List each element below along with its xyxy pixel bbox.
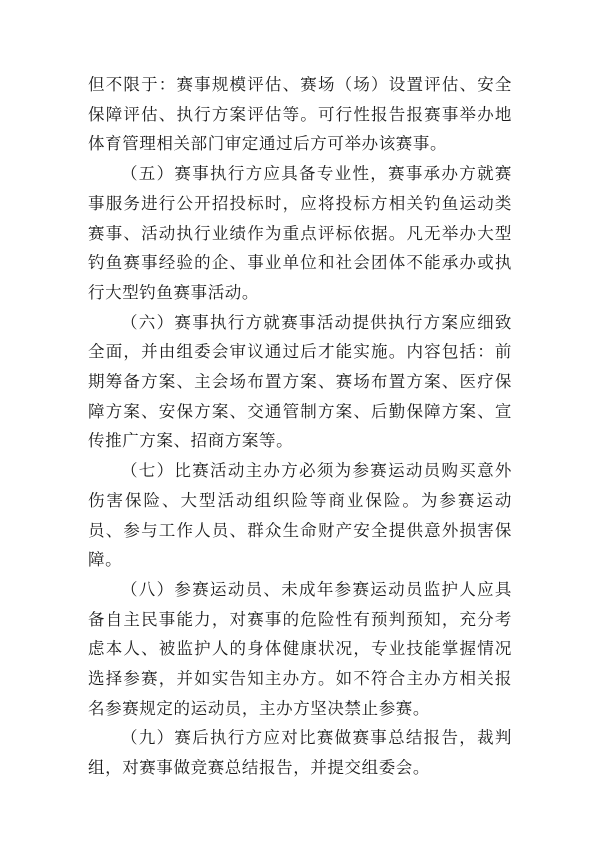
document-body: [88, 70, 512, 783]
paragraph-6: （六）赛事执行方就赛事活动提供执行方案应细致全面，并由组委会审议通过后才能实施。内容包括：前期筹备方案、主会场布置方案、赛场布置方案、医疗保障方案、安保方案、交通管制方案、后勤保障方案、宣传推广方案、招商方案等。: [88, 312, 512, 451]
paragraph-5: （五）赛事执行方应具备专业性，赛事承办方就赛事服务进行公开招投标时，应将投标方相关钓鱼运动类赛事、活动执行业绩作为重点评标依据。凡无举办大型钓鱼赛事经验的企、事业单位和社会团体不能承办或执行大型钓鱼赛事活动。: [88, 164, 512, 302]
paragraph-8: （八）参赛运动员、未成年参赛运动员监护人应具备自主民事能力，对赛事的危险性有预判预知，充分考虑本人、被监护人的身体健康状况，专业技能掌握情况选择参赛，并如实告知主办方。如不符合主办方相关报名参赛规定的运动员，主办方坚决禁止参赛。: [88, 579, 512, 718]
paragraph-9: （九）赛后执行方应对比赛做赛事总结报告，裁判组，对赛事做竞赛总结报告，并提交组委会。: [88, 728, 512, 778]
paragraph-7: （七）比赛活动主办方必须为参赛运动员购买意外伤害保险、大型活动组织险等商业保险。为参赛运动员、参与工作人员、群众生命财产安全提供意外损害保障。: [88, 461, 512, 570]
paragraph-continuation: 但不限于：赛事规模评估、赛场（场）设置评估、安全保障评估、执行方案评估等。可行性报告报赛事举办地体育管理相关部门审定通过后方可举办该赛事。: [88, 75, 512, 154]
